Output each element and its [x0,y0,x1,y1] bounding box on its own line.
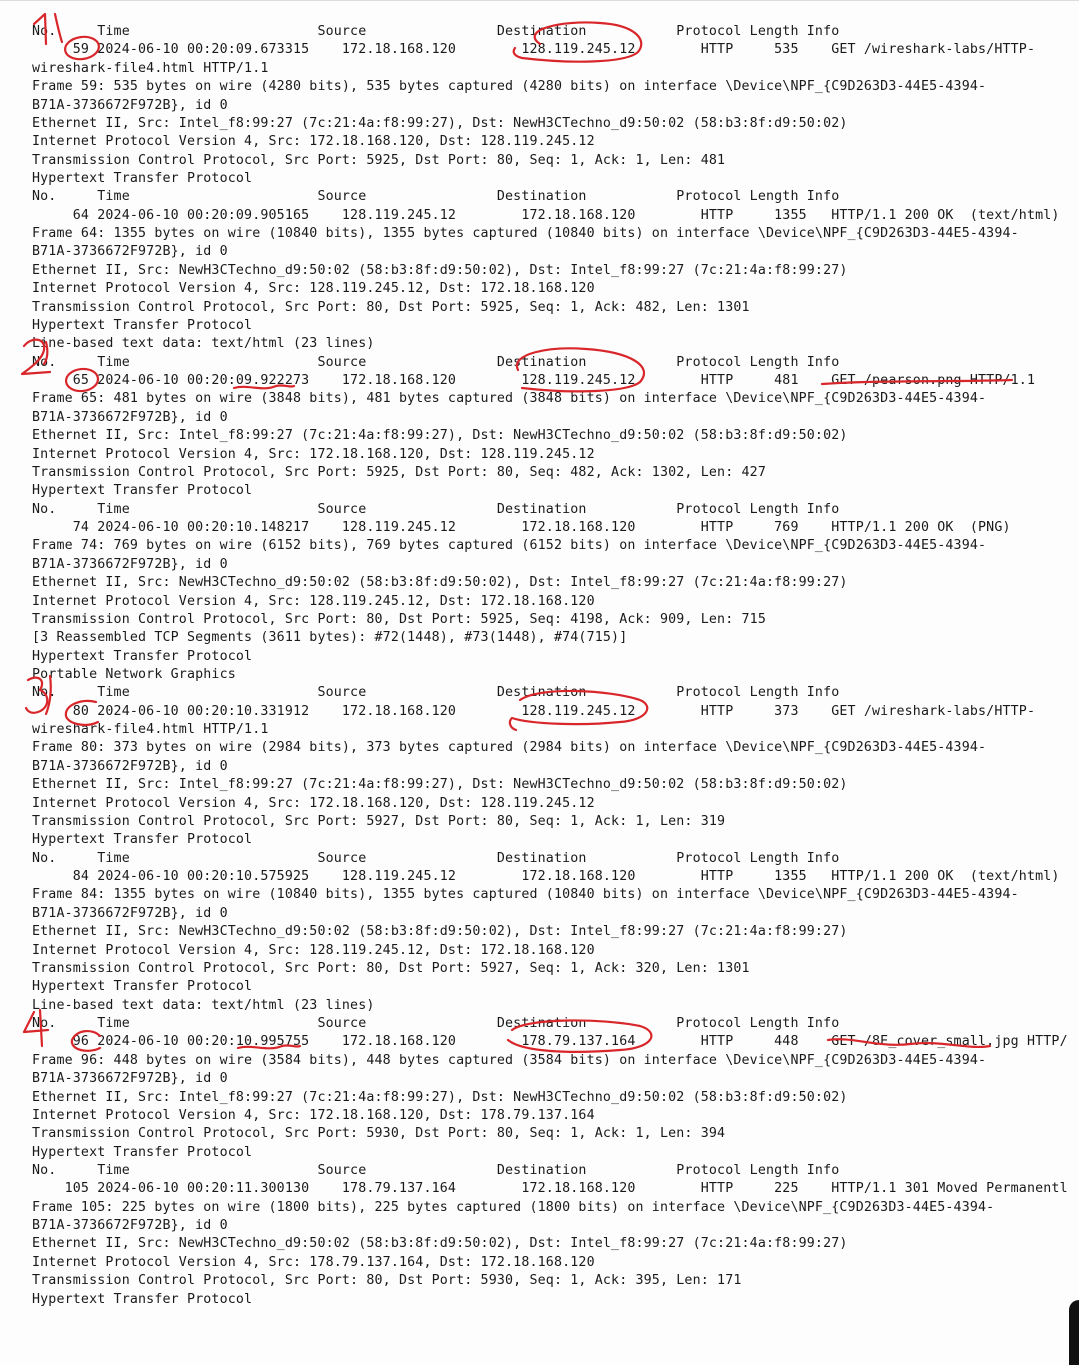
text-line: Frame 59: 535 bytes on wire (4280 bits), 535 bytes captured (4280 bits) on interface \Device\NPF_{C9D263D3-44E5-4394- [32,79,987,95]
text-line: Internet Protocol Version 4, Src: 172.18.168.120, Dst: 128.119.245.12 [32,446,595,462]
text-line: B71A-3736672F972B}, id 0 [32,1218,228,1233]
text-line: wireshark-file4.html HTTP/1.1 [32,60,269,76]
text-line: 96 2024-06-10 00:20:10.995755 172.18.168.120 178.79.137.164 HTTP 448 GET /8E_cover_small.jpg HTTP/ [32,1034,1068,1050]
text-line: Hypertext Transfer Protocol [32,832,253,848]
text-line: Transmission Control Protocol, Src Port: 5930, Dst Port: 80, Seq: 1, Ack: 1, Len: 394 [32,1126,726,1142]
text-line: No. Time Source Destination Protocol Length Info [32,24,840,39]
text-line: 64 2024-06-10 00:20:09.905165 128.119.245.12 172.18.168.120 HTTP 1355 HTTP/1.1 200 OK (text/html) [32,207,1060,223]
text-line: B71A-3736672F972B}, id 0 [32,758,228,774]
text-line: Internet Protocol Version 4, Src: 128.119.245.12, Dst: 172.18.168.120 [32,281,595,297]
text-line: 84 2024-06-10 00:20:10.575925 128.119.245.12 172.18.168.120 HTTP 1355 HTTP/1.1 200 OK (text/html) [32,869,1060,884]
text-line: Transmission Control Protocol, Src Port: 5925, Dst Port: 80, Seq: 1, Ack: 1, Len: 481 [32,152,726,168]
text-line: Ethernet II, Src: NewH3CTechno_d9:50:02 (58:b3:8f:d9:50:02), Dst: Intel_f8:99:27 (7c:21:4a:f8:99:27) [32,575,848,591]
page-top-border [0,0,1079,1]
text-line: Hypertext Transfer Protocol [32,1291,253,1307]
text-line: Line-based text data: text/html (23 lines) [32,336,375,352]
text-line: Hypertext Transfer Protocol [32,648,253,664]
text-line: No. Time Source Destination Protocol Length Info [32,1162,840,1178]
text-line: Frame 105: 225 bytes on wire (1800 bits), 225 bytes captured (1800 bits) on interface \Device\NPF_{C9D263D3-44E5-4394- [32,1199,995,1215]
text-line: No. Time Source Destination Protocol Length Info [32,685,840,701]
text-line: Transmission Control Protocol, Src Port: 80, Dst Port: 5925, Seq: 4198, Ack: 909, Len: 715 [32,611,766,627]
text-line: Transmission Control Protocol, Src Port: 5927, Dst Port: 80, Seq: 1, Ack: 1, Len: 319 [32,813,726,829]
text-line: No. Time Source Destination Protocol Length Info [32,501,840,517]
text-line: Hypertext Transfer Protocol [32,317,253,333]
text-line: Internet Protocol Version 4, Src: 172.18.168.120, Dst: 128.119.245.12 [32,795,595,811]
text-line: No. Time Source Destination Protocol Length Info [32,850,840,866]
text-line: Hypertext Transfer Protocol [32,171,253,186]
text-line: Ethernet II, Src: Intel_f8:99:27 (7c:21:4a:f8:99:27), Dst: NewH3CTechno_d9:50:02 (58:b3:8f:d9:50:02) [32,115,848,131]
text-line: No. Time Source Destination Protocol Length Info [32,354,840,370]
text-line: Portable Network Graphics [32,667,236,682]
text-line: Internet Protocol Version 4, Src: 172.18.168.120, Dst: 178.79.137.164 [32,1107,595,1123]
text-line: Ethernet II, Src: NewH3CTechno_d9:50:02 (58:b3:8f:d9:50:02), Dst: Intel_f8:99:27 (7c:21:4a:f8:99:27) [32,1236,848,1252]
text-line: B71A-3736672F972B}, id 0 [32,244,228,260]
text-line: Frame 74: 769 bytes on wire (6152 bits), 769 bytes captured (6152 bits) on interface \Device\NPF_{C9D263D3-44E5-4394- [32,538,987,554]
text-line: Frame 65: 481 bytes on wire (3848 bits), 481 bytes captured (3848 bits) on interface \Device\NPF_{C9D263D3-44E5-4394- [32,391,987,407]
text-line: Frame 64: 1355 bytes on wire (10840 bits), 1355 bytes captured (10840 bits) on interface \Device\NPF_{C9D263D3-44E5-4394- [32,226,1019,242]
text-line: Transmission Control Protocol, Src Port: 80, Dst Port: 5927, Seq: 1, Ack: 320, Len: 1301 [32,960,750,976]
text-line: Hypertext Transfer Protocol [32,1144,253,1160]
text-line: Transmission Control Protocol, Src Port: 5925, Dst Port: 80, Seq: 482, Ack: 1302, Len: 427 [32,464,766,480]
text-line: Line-based text data: text/html (23 lines) [32,997,375,1013]
text-line: Ethernet II, Src: Intel_f8:99:27 (7c:21:4a:f8:99:27), Dst: NewH3CTechno_d9:50:02 (58:b3:8f:d9:50:02) [32,777,848,793]
text-line: Hypertext Transfer Protocol [32,483,253,499]
text-line: Transmission Control Protocol, Src Port: 80, Dst Port: 5930, Seq: 1, Ack: 395, Len: 171 [32,1273,742,1289]
text-line: Internet Protocol Version 4, Src: 178.79.137.164, Dst: 172.18.168.120 [32,1254,595,1270]
text-line: 65 2024-06-10 00:20:09.922273 172.18.168.120 128.119.245.12 HTTP 481 GET /pearson.png HTTP/1.1 [32,373,1036,388]
text-line: 74 2024-06-10 00:20:10.148217 128.119.245.12 172.18.168.120 HTTP 769 HTTP/1.1 200 OK (PNG) [32,520,1011,535]
text-line: B71A-3736672F972B}, id 0 [32,1071,228,1087]
text-line: Ethernet II, Src: NewH3CTechno_d9:50:02 (58:b3:8f:d9:50:02), Dst: Intel_f8:99:27 (7c:21:4a:f8:99:27) [32,262,848,278]
text-line: Ethernet II, Src: Intel_f8:99:27 (7c:21:4a:f8:99:27), Dst: NewH3CTechno_d9:50:02 (58:b3:8f:d9:50:02) [32,428,848,444]
text-line: Frame 80: 373 bytes on wire (2984 bits), 373 bytes captured (2984 bits) on interface \Device\NPF_{C9D263D3-44E5-4394- [32,740,987,756]
text-line: [3 Reassembled TCP Segments (3611 bytes): #72(1448), #73(1448), #74(715)] [32,630,628,646]
text-line: B71A-3736672F972B}, id 0 [32,905,228,921]
text-line: 105 2024-06-10 00:20:11.300130 178.79.137.164 172.18.168.120 HTTP 225 HTTP/1.1 301 Moved Permanentl [32,1181,1068,1197]
text-line: Ethernet II, Src: NewH3CTechno_d9:50:02 (58:b3:8f:d9:50:02), Dst: Intel_f8:99:27 (7c:21:4a:f8:99:27) [32,924,848,940]
text-line: Hypertext Transfer Protocol [32,979,253,995]
text-line: Transmission Control Protocol, Src Port: 80, Dst Port: 5925, Seq: 1, Ack: 482, Len: 1301 [32,299,750,315]
text-line: No. Time Source Destination Protocol Length Info [32,189,840,205]
text-line: B71A-3736672F972B}, id 0 [32,409,228,425]
text-line: wireshark-file4.html HTTP/1.1 [32,722,269,738]
text-line: Internet Protocol Version 4, Src: 172.18.168.120, Dst: 128.119.245.12 [32,134,595,150]
text-line: Frame 84: 1355 bytes on wire (10840 bits), 1355 bytes captured (10840 bits) on interface \Device\NPF_{C9D263D3-44E5-4394- [32,887,1019,903]
text-line: 80 2024-06-10 00:20:10.331912 172.18.168.120 128.119.245.12 HTTP 373 GET /wireshark-labs/HTTP- [32,703,1036,719]
text-line: Internet Protocol Version 4, Src: 128.119.245.12, Dst: 172.18.168.120 [32,942,595,958]
text-line: Ethernet II, Src: Intel_f8:99:27 (7c:21:4a:f8:99:27), Dst: NewH3CTechno_d9:50:02 (58:b3:8f:d9:50:02) [32,1089,848,1105]
text-line: B71A-3736672F972B}, id 0 [32,556,228,572]
window-edge-shadow [1069,1300,1079,1365]
text-line: 59 2024-06-10 00:20:09.673315 172.18.168.120 128.119.245.12 HTTP 535 GET /wireshark-labs/HTTP- [32,42,1036,58]
text-line: Frame 96: 448 bytes on wire (3584 bits), 448 bytes captured (3584 bits) on interface \Device\NPF_{C9D263D3-44E5-4394- [32,1052,987,1068]
text-line: Internet Protocol Version 4, Src: 128.119.245.12, Dst: 172.18.168.120 [32,593,595,609]
text-line: No. Time Source Destination Protocol Length Info [32,1016,840,1031]
text-line: B71A-3736672F972B}, id 0 [32,97,228,113]
